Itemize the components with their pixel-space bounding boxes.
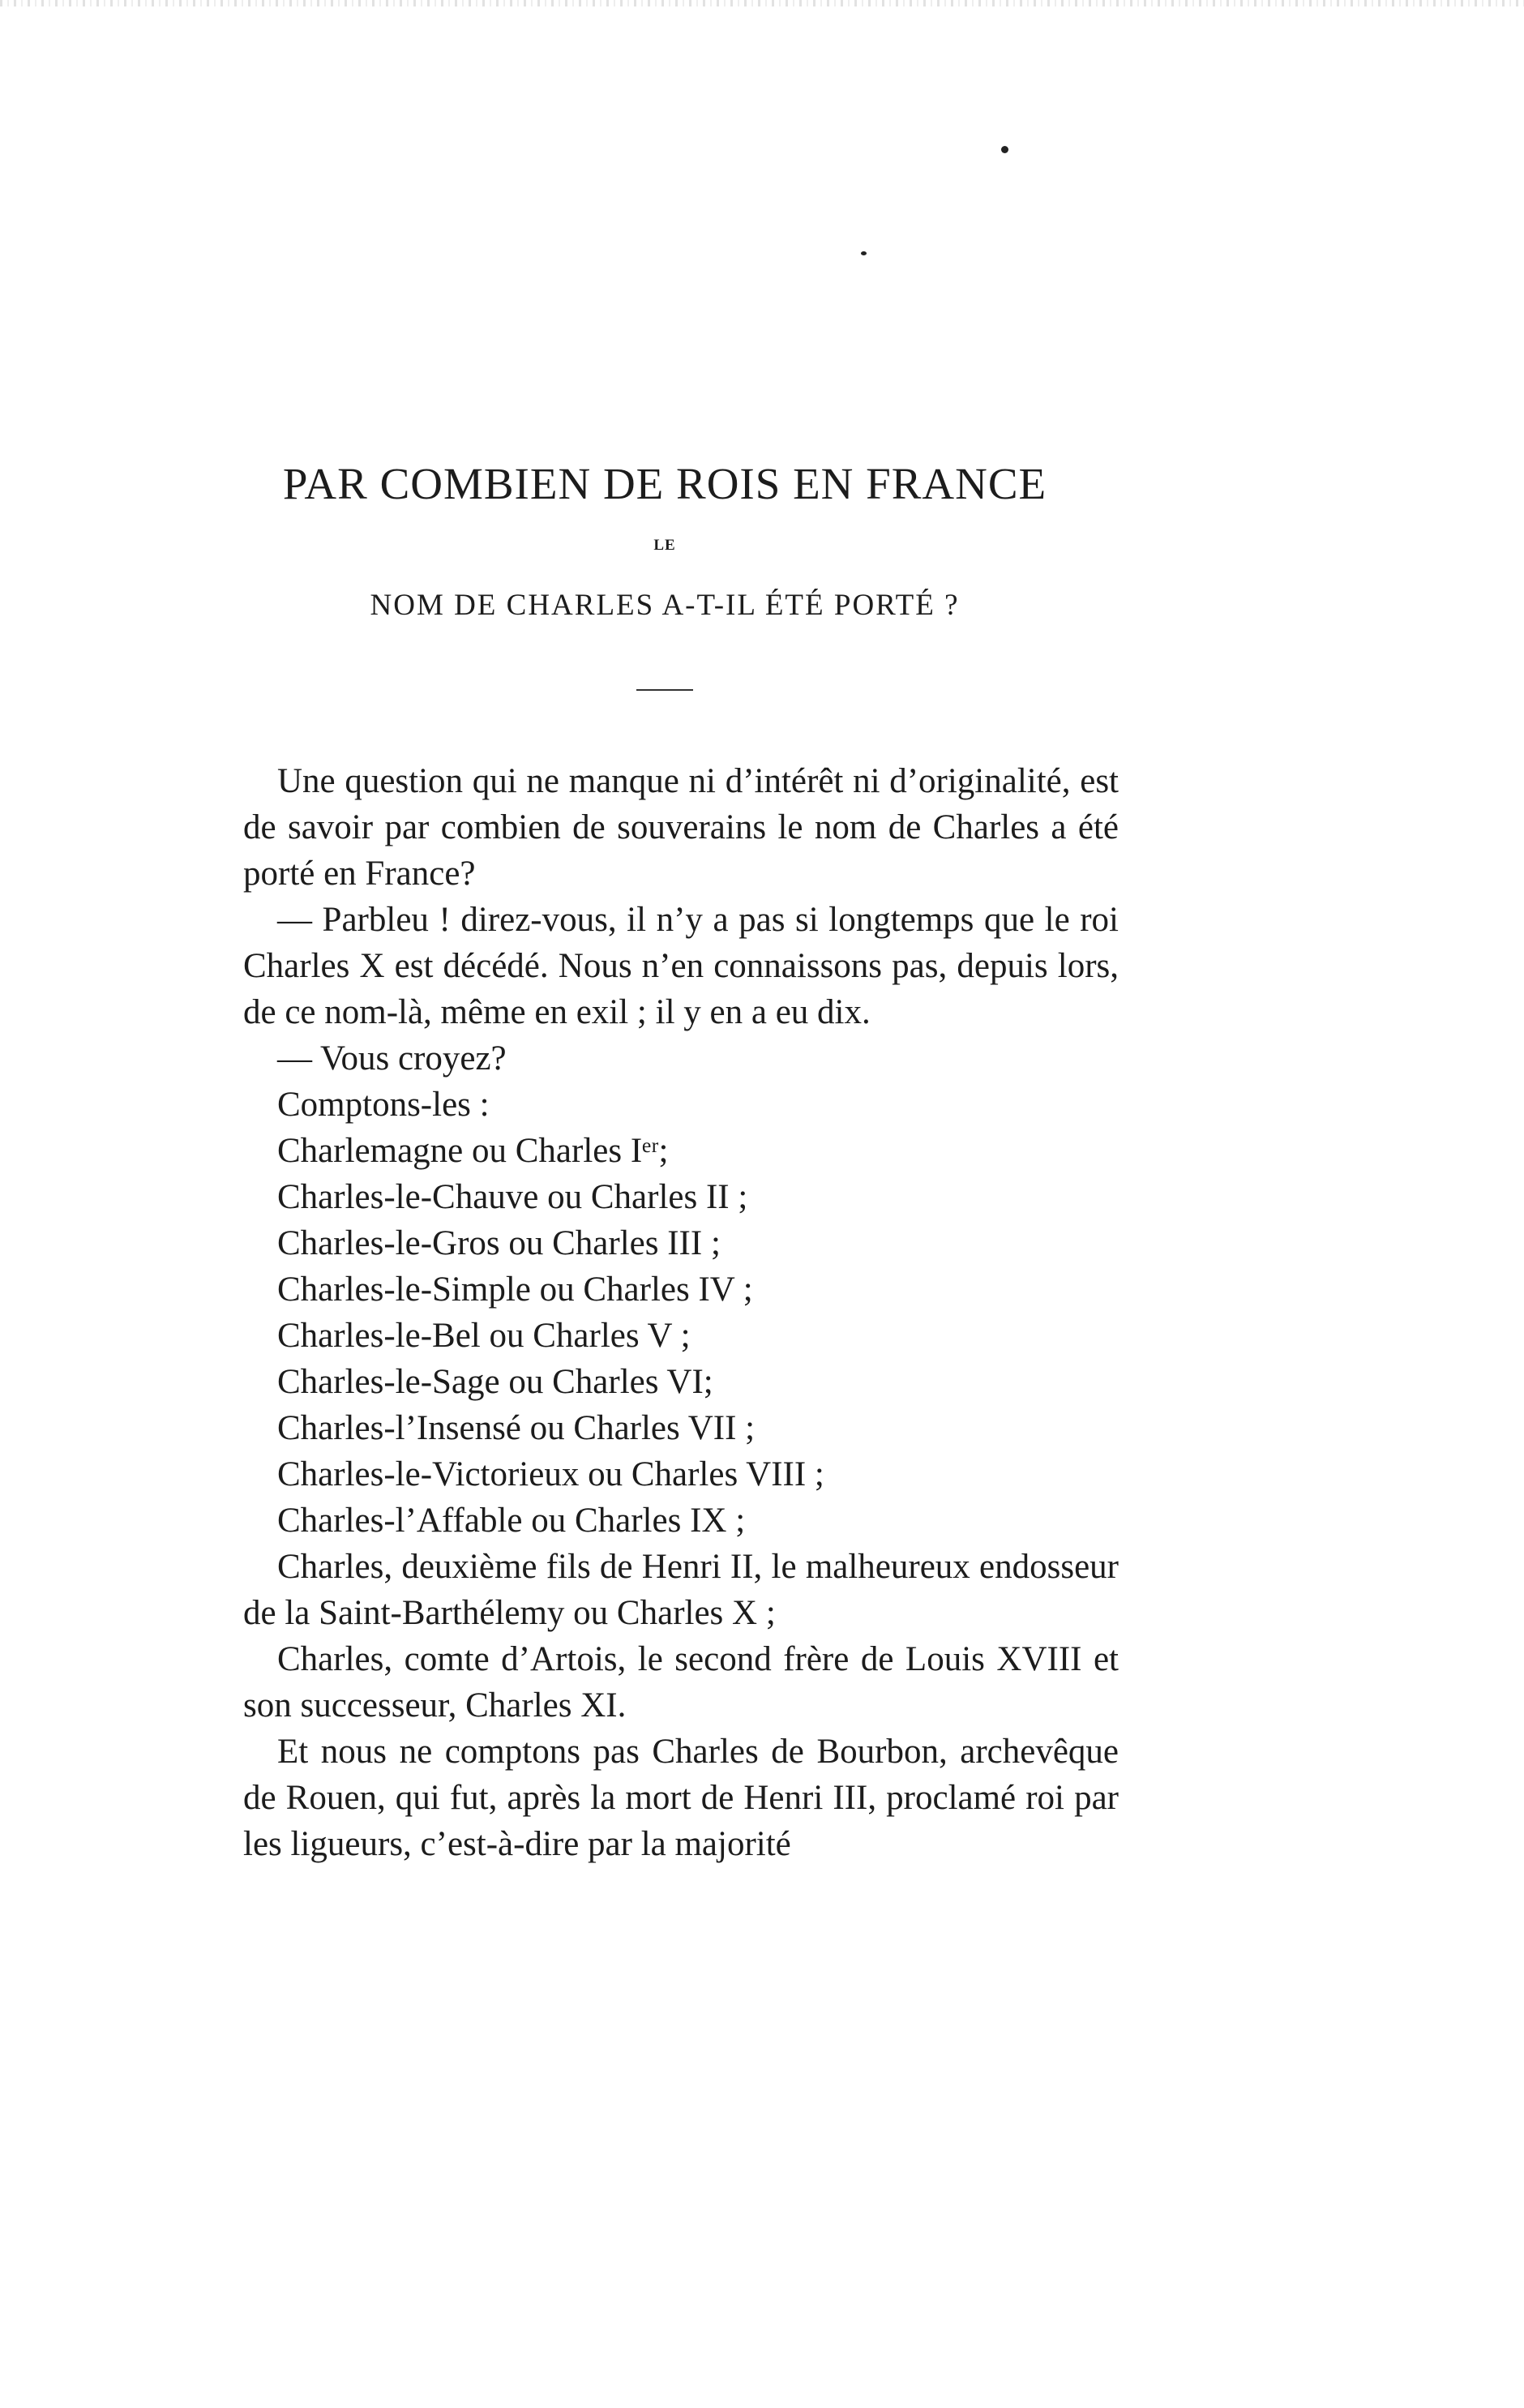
body-text: [243, 758, 1119, 1867]
list-item: Charles-l’Insensé ou Charles VII ;: [277, 1409, 756, 1447]
chapter-subtitle-connector: LE: [653, 537, 676, 554]
paragraph: — Vous croyez?: [277, 1039, 507, 1078]
list-item: Charles-le-Simple ou Charles IV ;: [277, 1270, 753, 1309]
chapter-title: PAR COMBIEN DE ROIS EN FRANCE: [282, 459, 1047, 508]
ink-speck: [1001, 146, 1008, 153]
title-divider: [636, 689, 693, 691]
list-item: Charles-le-Victorieux ou Charles VIII ;: [277, 1455, 824, 1493]
paragraph: Charles, deuxième fils de Henri II, le malheureux endosseur de la Saint-Barthélemy ou Charles X ;: [243, 1548, 1119, 1632]
list-item: Charles-le-Sage ou Charles VI;: [277, 1363, 713, 1401]
paragraph: Une question qui ne manque ni d’intérêt ni d’originalité, est de savoir par combien de souverains le nom de Charles a été porté en France?: [243, 762, 1119, 893]
list-item: Charles-le-Bel ou Charles V ;: [277, 1317, 691, 1355]
list-item: Charles-l’Affable ou Charles IX ;: [277, 1502, 746, 1540]
list-item: Charles-le-Gros ou Charles III ;: [277, 1224, 721, 1262]
paragraph: Comptons-les :: [277, 1086, 490, 1124]
page-edge-noise: [0, 0, 1524, 6]
chapter-subtitle: NOM DE CHARLES A-T-IL ÉTÉ PORTÉ ?: [370, 589, 960, 622]
paragraph: Charles, comte d’Artois, le second frère de Louis XVIII et son successeur, Charles XI.: [243, 1640, 1119, 1725]
ink-speck: [861, 251, 867, 255]
list-item: Charlemagne ou Charles Iᵉʳ;: [277, 1132, 669, 1170]
list-item: Charles-le-Chauve ou Charles II ;: [277, 1178, 748, 1216]
paragraph: Et nous ne comptons pas Charles de Bourbon, archevêque de Rouen, qui fut, après la mort de Henri III, proclamé roi par les ligueurs, c’est-à-dire par la majorité: [243, 1733, 1119, 1863]
paragraph: — Parbleu ! direz-vous, il n’y a pas si longtemps que le roi Charles X est décédé. Nous n’en connaissons pas, depuis lors, de ce nom-là, même en exil ; il y en a eu dix.: [243, 901, 1119, 1031]
